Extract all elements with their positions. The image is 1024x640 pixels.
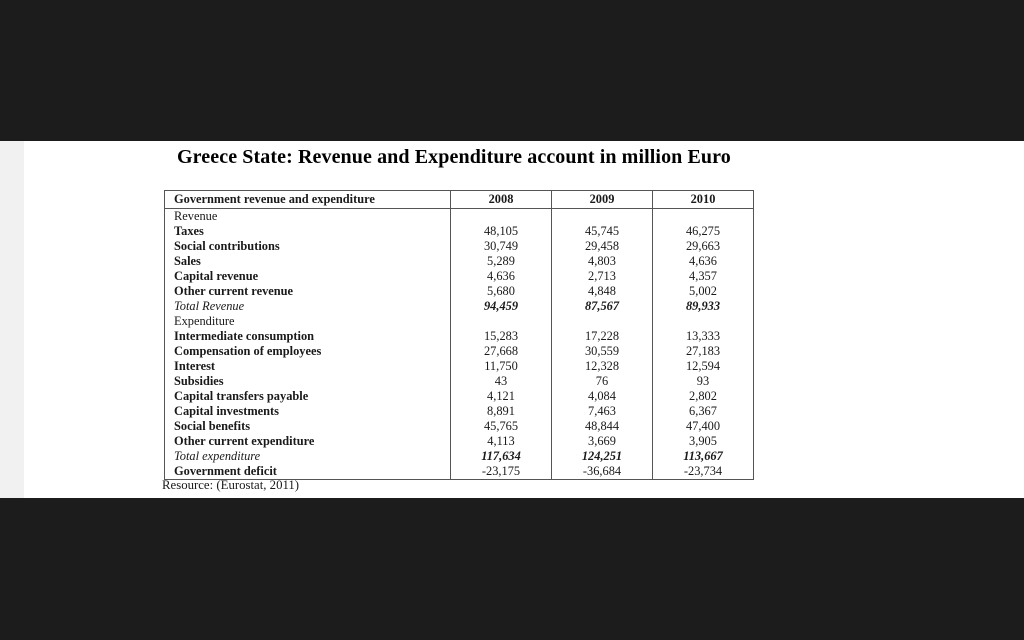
row-label: Capital revenue [165,269,451,284]
column-header-2010: 2010 [653,191,754,209]
cell-value: 8,891 [451,404,552,419]
row-label: Intermediate consumption [165,329,451,344]
cell-value: 7,463 [552,404,653,419]
cell-value: 2,802 [653,389,754,404]
cell-value: 48,844 [552,419,653,434]
table-row [165,329,754,344]
row-label: Government deficit [165,464,451,480]
cell-value: 30,559 [552,344,653,359]
cell-value: 94,459 [451,299,552,314]
column-header-2008: 2008 [451,191,552,209]
cell-value: 4,357 [653,269,754,284]
cell-value: 3,905 [653,434,754,449]
cell-value: 46,275 [653,224,754,239]
column-header-2009: 2009 [552,191,653,209]
table-row [165,374,754,389]
table-row [165,224,754,239]
cell-value: 30,749 [451,239,552,254]
cell-value: 3,669 [552,434,653,449]
cell-value: -23,175 [451,464,552,480]
row-label: Sales [165,254,451,269]
cell-value: 43 [451,374,552,389]
cell-value: 113,667 [653,449,754,464]
table-header-row [165,191,754,209]
row-label: Total expenditure [165,449,451,464]
cell-value: 4,121 [451,389,552,404]
table-row [165,404,754,419]
cell-value [653,314,754,329]
cell-value [552,314,653,329]
cell-value: 12,328 [552,359,653,374]
row-label: Other current expenditure [165,434,451,449]
cell-value: 45,765 [451,419,552,434]
source-note: Resource: (Eurostat, 2011) [162,478,300,492]
table-row [165,344,754,359]
cell-value [451,209,552,225]
table-row [165,209,754,225]
cell-value: 117,634 [451,449,552,464]
cell-value [451,314,552,329]
table-row [165,254,754,269]
cell-value: 4,636 [653,254,754,269]
row-label: Social benefits [165,419,451,434]
row-label: Taxes [165,224,451,239]
row-label: Compensation of employees [165,344,451,359]
row-label: Interest [165,359,451,374]
row-label: Capital investments [165,404,451,419]
cell-value: 6,367 [653,404,754,419]
cell-value: 89,933 [653,299,754,314]
table-row [165,434,754,449]
cell-value: 29,663 [653,239,754,254]
cell-value: 4,803 [552,254,653,269]
table-row [165,239,754,254]
cell-value: 4,848 [552,284,653,299]
row-label: Social contributions [165,239,451,254]
cell-value: 29,458 [552,239,653,254]
cell-value [552,209,653,225]
row-label: Revenue [165,209,451,225]
table-row [165,389,754,404]
table-row [165,314,754,329]
row-label: Capital transfers payable [165,389,451,404]
row-label: Expenditure [165,314,451,329]
column-header-label: Government revenue and expenditure [165,191,451,209]
cell-value: 5,289 [451,254,552,269]
table-row [165,359,754,374]
page-margin [0,141,24,498]
cell-value: 5,002 [653,284,754,299]
finance-table [164,190,754,480]
table-row [165,449,754,464]
page-title: Greece State: Revenue and Expenditure account in million Euro [177,146,731,168]
table-row [165,419,754,434]
table-row [165,299,754,314]
table-row [165,284,754,299]
table-row [165,269,754,284]
cell-value [653,209,754,225]
cell-value: 27,183 [653,344,754,359]
cell-value: -36,684 [552,464,653,480]
cell-value: 4,113 [451,434,552,449]
cell-value: 47,400 [653,419,754,434]
cell-value: 15,283 [451,329,552,344]
cell-value: 12,594 [653,359,754,374]
cell-value: 124,251 [552,449,653,464]
cell-value: 11,750 [451,359,552,374]
cell-value: -23,734 [653,464,754,480]
cell-value: 93 [653,374,754,389]
cell-value: 5,680 [451,284,552,299]
row-label: Total Revenue [165,299,451,314]
cell-value: 4,084 [552,389,653,404]
cell-value: 45,745 [552,224,653,239]
cell-value: 27,668 [451,344,552,359]
cell-value: 17,228 [552,329,653,344]
row-label: Other current revenue [165,284,451,299]
cell-value: 48,105 [451,224,552,239]
cell-value: 4,636 [451,269,552,284]
cell-value: 2,713 [552,269,653,284]
cell-value: 87,567 [552,299,653,314]
cell-value: 13,333 [653,329,754,344]
document-page [0,141,1024,498]
cell-value: 76 [552,374,653,389]
row-label: Subsidies [165,374,451,389]
